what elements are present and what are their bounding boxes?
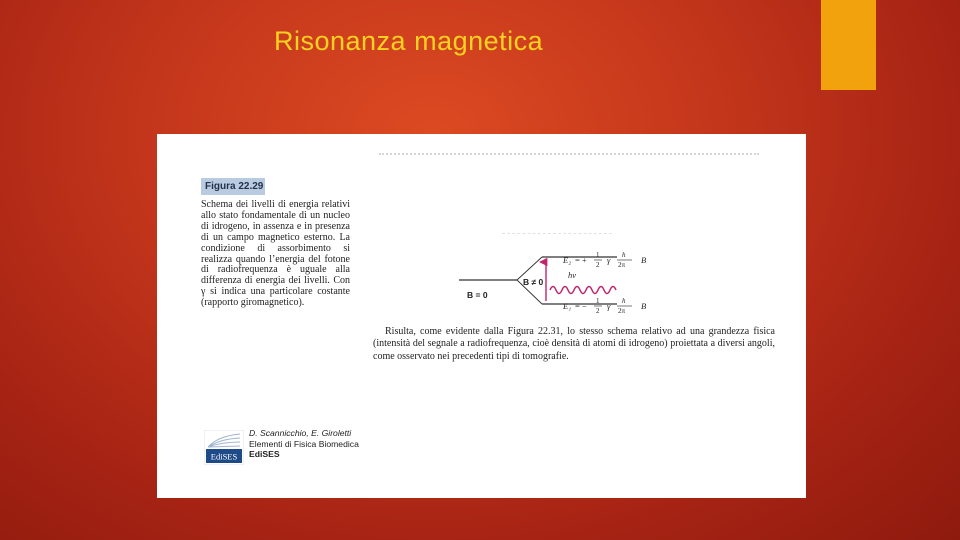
figure-caption: Schema dei livelli di energia relativi allo stato fondamentale di un nucleo di idrogeno, in assenza e in presenza di un campo magnetico esterno. La condizione di assorbimento si realizza quando l’energia del fotone di radiofrequenza è uguale alla differenza di energia dei livelli. Con γ si indica una particolare costante (rapporto giromagnetico).: [201, 199, 350, 309]
e1-half-num: 1: [596, 297, 600, 305]
photon-wave: [550, 287, 616, 294]
credit-book-title: Elementi di Fisica Biomedica: [249, 438, 359, 449]
e1-h: h: [622, 297, 626, 305]
e2-sign: = +: [575, 255, 587, 265]
e1-sign: = −: [575, 301, 587, 311]
e1-field: B: [641, 301, 647, 311]
b-nonzero-label: B ≠ 0: [523, 277, 544, 287]
e2-field: B: [641, 255, 647, 265]
e2-gamma: γ: [607, 255, 611, 265]
energy-level-diagram: [457, 162, 687, 322]
e1-two-pi: 2π: [618, 307, 626, 315]
book-credit: [249, 428, 359, 460]
slide-title: Risonanza magnetica: [274, 26, 544, 56]
body-paragraph: Risulta, come evidente dalla Figura 22.31, lo stesso schema relativo ad una grandezza fisica (intensità del segnale a radiofrequenza, cioè densità di atomi di idrogeno) proiettata a diversi angoli, come osservato nei precedenti tipi di tomografie.: [373, 326, 775, 362]
credit-authors: D. Scannicchio, E. Giroletti: [249, 428, 352, 438]
figure-label: Figura 22.29: [201, 178, 265, 195]
e2-half-den: 2: [596, 261, 600, 269]
e1-half-den: 2: [596, 307, 600, 315]
photon-label: hν: [568, 270, 577, 280]
faint-rule: [379, 153, 759, 156]
e2-half-num: 1: [596, 251, 600, 259]
edises-logo: [204, 430, 244, 465]
b-zero-label: B = 0: [467, 290, 488, 300]
accent-bar: [821, 0, 876, 90]
e2-two-pi: 2π: [618, 261, 626, 269]
e1-gamma: γ: [607, 301, 611, 311]
edises-logo-text: EdiSES: [210, 451, 238, 462]
e2-h: h: [622, 251, 626, 259]
e1-label: E₁: [563, 301, 572, 311]
e2-label: E₂: [563, 255, 572, 265]
figure-panel: [157, 134, 806, 498]
credit-publisher: EdiSES: [249, 449, 280, 460]
